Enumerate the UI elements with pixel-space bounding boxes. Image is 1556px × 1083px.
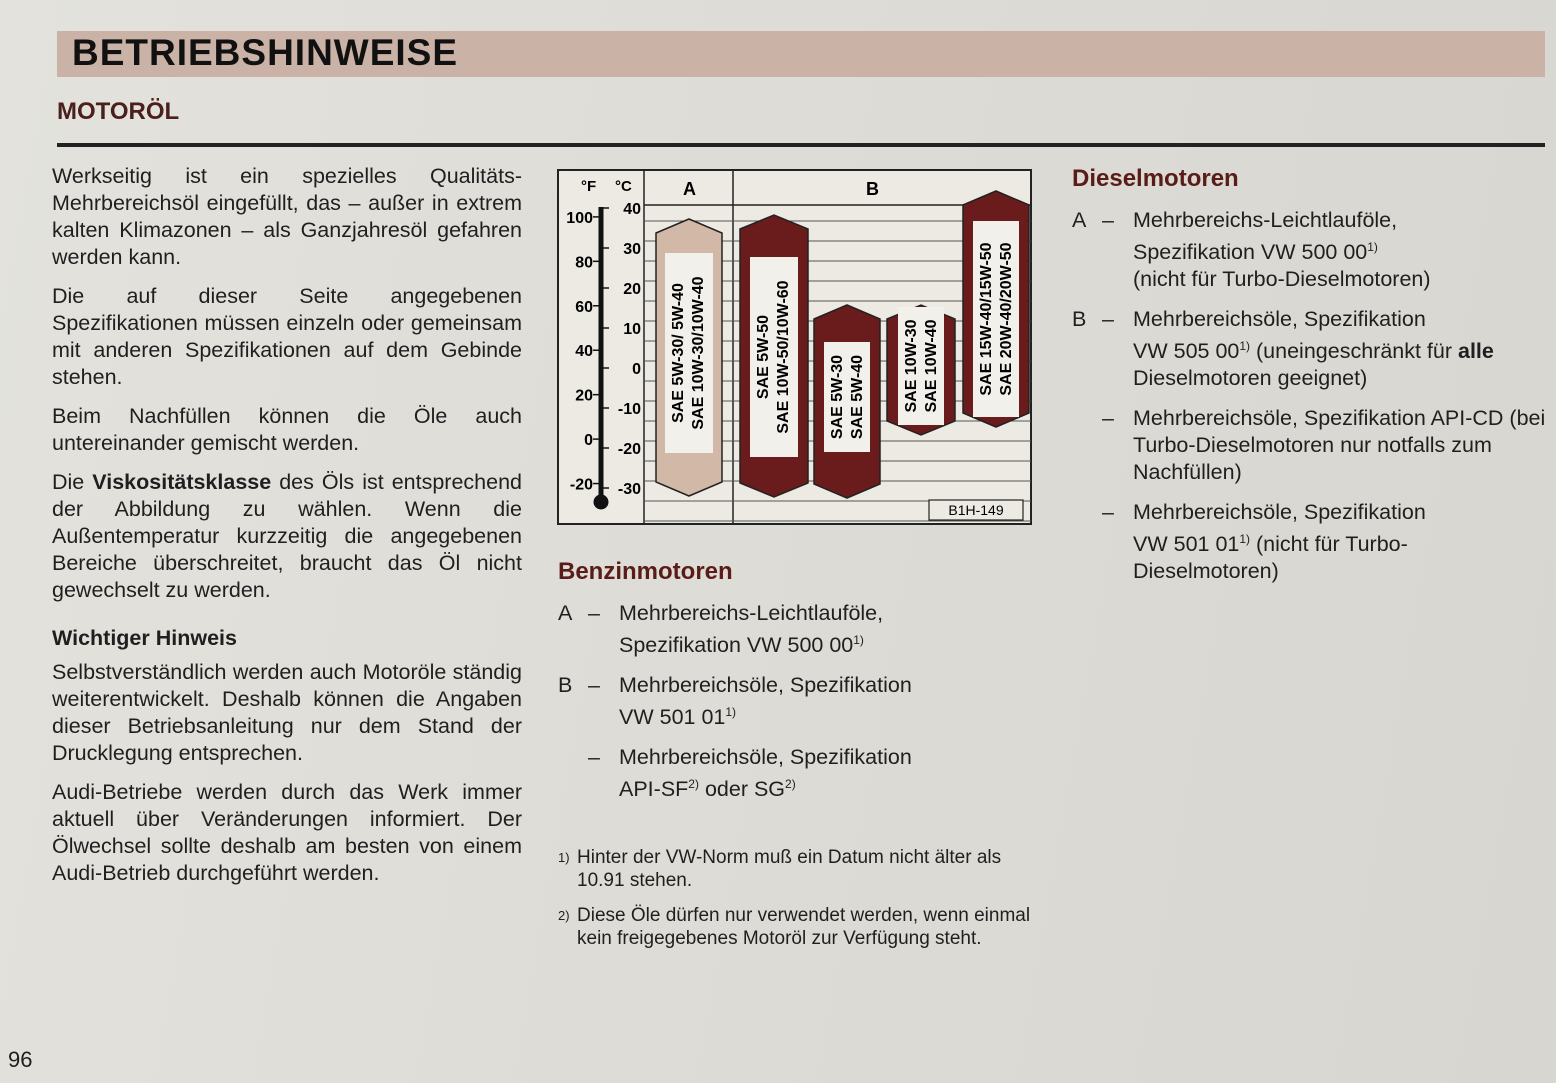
intro-paragraph: Werkseitig ist ein spezielles Qualitäts-Mehrbereichsöl eingefüllt, das – außer in extrem kalten Klimazonen – als Ganzjahresöl gefahren werden kann. xyxy=(52,164,522,269)
diesel-b-dash: – xyxy=(1102,307,1114,332)
petrol-a-label: A xyxy=(558,601,573,625)
petrol-a-footnote-ref: 1) xyxy=(853,633,864,647)
viscosity-bar-b4 xyxy=(963,191,1029,427)
viscosity-grade-label: SAE 5W-40 xyxy=(849,354,866,440)
viscosity-grade-label: SAE 10W-30 xyxy=(903,319,920,413)
footnote-2-text: Diese Öle dürfen nur verwendet werden, wenn einmal kein freigegebenes Motoröl zur Verfügung steht. xyxy=(577,905,1031,950)
viscosity-chart xyxy=(557,169,1033,526)
diesel-a-text1: Mehrbereichs-Leichtlauföle, xyxy=(1133,208,1398,232)
footnote-1 xyxy=(558,846,1038,892)
celsius-tick-label: 40 xyxy=(623,201,641,218)
section-title: MOTORÖL xyxy=(57,98,180,125)
fahrenheit-tick-label: 20 xyxy=(575,387,593,405)
viscosity-bar-b3 xyxy=(887,305,955,435)
viscosity-bar-b2 xyxy=(814,305,880,498)
celsius-tick-label: -20 xyxy=(617,441,641,458)
celsius-tick-label: 20 xyxy=(623,281,641,298)
petrol-b2-text3: oder SG xyxy=(698,777,786,802)
viscosity-bar-a xyxy=(656,219,722,496)
fahrenheit-tick-label: 100 xyxy=(566,209,593,227)
petrol-b2-footnote-ref-b: 2) xyxy=(785,777,796,792)
celsius-tick-label: 30 xyxy=(623,241,641,258)
spec-paragraph: Die auf dieser Seite angegebenen Spezifikationen müssen einzeln oder gemeinsam mit anderen Spezifikationen auf dem Gebinde stehen. xyxy=(52,284,522,389)
diesel-b3-text2: VW 501 01 xyxy=(1133,532,1240,557)
petrol-b2-footnote-ref-a: 2) xyxy=(688,777,699,792)
footnote-1-marker: 1) xyxy=(558,850,570,866)
petrol-engines-section xyxy=(558,558,1038,962)
diesel-heading: Dieselmotoren xyxy=(1072,165,1239,192)
petrol-entry-a xyxy=(558,600,1038,659)
celsius-unit: °C xyxy=(615,178,632,195)
viscosity-bar-b1 xyxy=(740,215,808,497)
diesel-engines-section xyxy=(1072,165,1547,598)
mixing-paragraph: Beim Nachfüllen können die Öle auch untereinander gemischt werden. xyxy=(52,404,522,455)
petrol-b2-text1: Mehrbereichsöle, Spezifikation xyxy=(619,745,912,770)
thermometer-bulb xyxy=(594,495,609,510)
diesel-b3-text3: (nicht für Turbo-Dieselmotoren) xyxy=(1133,532,1408,584)
petrol-b-dash: – xyxy=(588,673,600,698)
petrol-heading: Benzinmotoren xyxy=(558,558,733,585)
diesel-a-text2: Spezifikation VW 500 00 xyxy=(1133,240,1368,265)
viscosity-grade-label: SAE 5W-30/ 5W-40 xyxy=(670,283,687,423)
viscosity-text-a: Die xyxy=(52,470,93,494)
diesel-entry-a xyxy=(1072,207,1547,293)
fahrenheit-tick-label: 40 xyxy=(575,343,593,361)
page-header-title: BETRIEBSHINWEISE xyxy=(72,32,459,73)
diesel-b3-dash: – xyxy=(1102,500,1114,525)
diesel-a-label: A xyxy=(1072,208,1087,232)
petrol-entry-b xyxy=(558,672,1038,731)
diesel-entry-b3 xyxy=(1072,499,1547,585)
celsius-tick-label: -10 xyxy=(617,401,641,418)
fahrenheit-unit: °F xyxy=(581,178,597,195)
diesel-b-label: B xyxy=(1072,307,1087,332)
footnote-2-marker: 2) xyxy=(558,908,570,924)
diesel-b-text3: (uneingeschränkt für xyxy=(1250,339,1458,364)
petrol-b-label: B xyxy=(558,673,573,698)
diesel-b-text2: VW 505 00 xyxy=(1133,339,1240,364)
diesel-b-text1: Mehrbereichsöle, Spezifikation xyxy=(1133,307,1426,332)
viscosity-grade-label: SAE 10W-30/10W-40 xyxy=(690,276,707,430)
fahrenheit-tick-label: 60 xyxy=(575,298,593,316)
diesel-b-text4: Dieselmotoren geeignet) xyxy=(1133,366,1368,391)
diesel-entry-b2 xyxy=(1072,405,1547,486)
diesel-b-bold: alle xyxy=(1458,339,1494,364)
diesel-b2-text: Mehrbereichsöle, Spezifikation API-CD (bei Turbo-Dieselmotoren nur notfalls zum Nachfüllen) xyxy=(1133,406,1546,485)
viscosity-grade-label: SAE 10W-40 xyxy=(923,319,940,413)
viscosity-text-b: des Öls ist entsprechend der Abbildung zu wählen. Wenn die Außentemperatur kurzzeitig die angegebenen Bereiche überschreitet, braucht das Öl nicht gewechselt zu werden. xyxy=(52,470,523,602)
figure-code: B1H-149 xyxy=(948,502,1004,518)
petrol-a-text1: Mehrbereichs-Leichtlauföle, xyxy=(619,601,884,625)
column-b-label: B xyxy=(866,179,879,199)
petrol-a-text2: Spezifikation VW 500 00 xyxy=(619,633,854,658)
diesel-a-dash: – xyxy=(1102,208,1114,232)
fahrenheit-tick-label: 0 xyxy=(584,432,593,450)
fahrenheit-tick-label: 80 xyxy=(575,254,593,272)
column-a-label: A xyxy=(683,179,696,199)
page-number: 96 xyxy=(8,1047,33,1072)
petrol-b2-text2: API-SF xyxy=(619,777,689,802)
footnote-1-text: Hinter der VW-Norm muß ein Datum nicht älter als 10.91 stehen. xyxy=(577,847,1002,892)
petrol-entry-b2 xyxy=(558,744,1038,803)
viscosity-grade-label: SAE 5W-50 xyxy=(755,314,772,400)
diesel-a-footnote-ref: 1) xyxy=(1367,240,1378,254)
viscosity-grade-label: SAE 10W-50/10W-60 xyxy=(775,280,792,434)
fahrenheit-tick-label: -20 xyxy=(569,476,593,494)
celsius-tick-label: -30 xyxy=(617,481,641,498)
diesel-entry-b xyxy=(1072,306,1547,392)
celsius-tick-label: 10 xyxy=(623,321,641,338)
diesel-b3-footnote-ref: 1) xyxy=(1239,532,1251,547)
development-paragraph: Selbstverständlich werden auch Motoröle ständig weiterentwickelt. Deshalb können die Angaben dieser Betriebsanleitung nur dem Stand der Drucklegung entsprechen. xyxy=(52,660,522,765)
important-note-heading: Wichtiger Hinweis xyxy=(52,626,237,650)
diesel-b-footnote-ref: 1) xyxy=(1239,339,1251,354)
section-rule xyxy=(57,143,1545,147)
viscosity-paragraph xyxy=(52,469,522,604)
celsius-tick-label: 0 xyxy=(632,361,641,378)
viscosity-grade-label: SAE 5W-30 xyxy=(829,354,846,440)
petrol-b-text1: Mehrbereichsöle, Spezifikation xyxy=(619,673,912,698)
diesel-b2-dash: – xyxy=(1102,406,1114,431)
audi-service-paragraph: Audi-Betriebe werden durch das Werk immer aktuell über Veränderungen informiert. Der Ölwechsel sollte deshalb am besten von einem Audi-Betrieb durchgeführt werden. xyxy=(52,780,522,885)
petrol-a-dash: – xyxy=(588,601,600,625)
viscosity-grade-label: SAE 20W-40/20W-50 xyxy=(998,242,1015,396)
footnote-2 xyxy=(558,904,1038,950)
viscosity-grade-label: SAE 15W-40/15W-50 xyxy=(978,242,995,396)
diesel-b3-text1: Mehrbereichsöle, Spezifikation xyxy=(1133,500,1426,525)
left-column xyxy=(52,163,522,899)
petrol-b2-dash: – xyxy=(588,745,600,770)
viscosity-term: Viskositätsklasse xyxy=(92,470,272,494)
petrol-b-text2: VW 501 01 xyxy=(619,705,726,730)
diesel-a-text3: (nicht für Turbo-Dieselmotoren) xyxy=(1133,267,1431,292)
petrol-b-footnote-ref: 1) xyxy=(725,705,737,720)
